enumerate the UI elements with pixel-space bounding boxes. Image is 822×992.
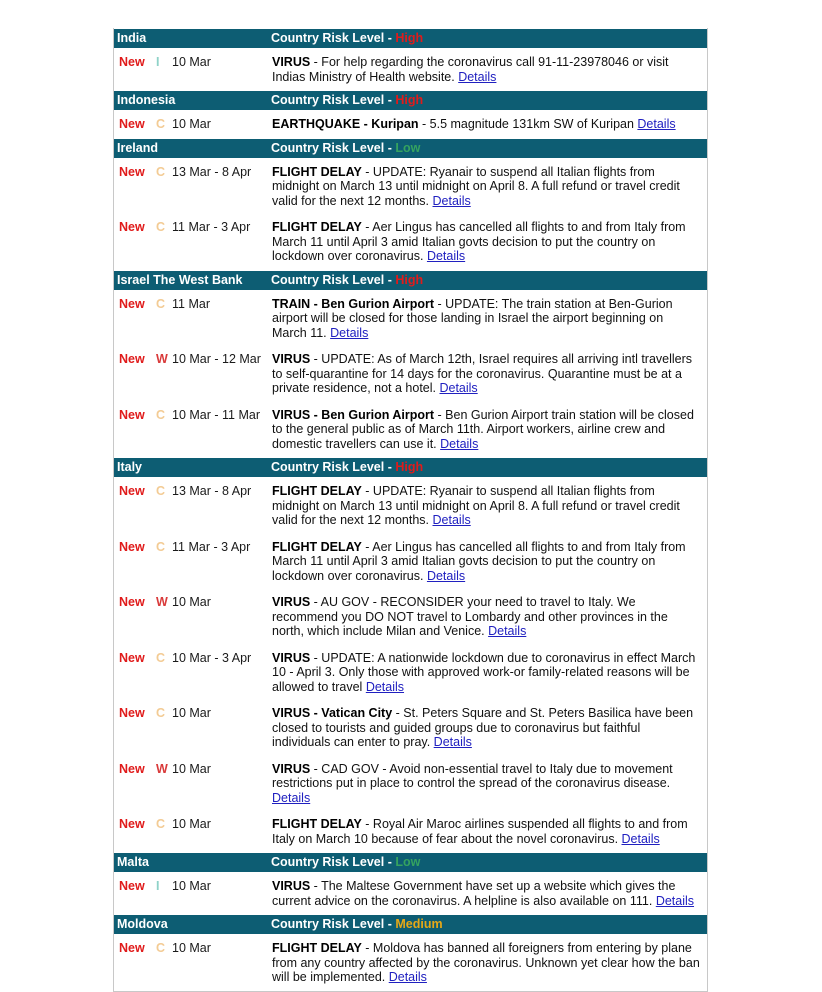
alert-category-icon: C: [156, 941, 166, 955]
alert-category-icon: I: [156, 55, 160, 69]
risk-level-value: High: [395, 460, 424, 474]
new-badge: New: [119, 941, 145, 955]
alert-date-range: 10 Mar - 11 Mar: [172, 407, 260, 422]
country-name: Indonesia: [117, 93, 176, 107]
country-name: Ireland: [117, 140, 158, 155]
alert-title: VIRUS: [272, 352, 311, 366]
country-risk-alerts-table: [113, 28, 708, 992]
alert-category-icon: C: [156, 220, 166, 234]
alert-row: [114, 291, 707, 347]
details-link[interactable]: Details: [388, 970, 427, 984]
details-link[interactable]: Details: [426, 568, 466, 583]
details-link[interactable]: Details: [433, 735, 472, 749]
alert-date-range: 10 Mar: [172, 706, 211, 720]
alert-title: VIRUS: [272, 595, 311, 609]
alert-row: [114, 935, 707, 991]
alert-description: - 5.5 magnitude 131km SW of Kuripan: [418, 117, 638, 131]
details-link[interactable]: Details: [432, 193, 471, 208]
details-link[interactable]: Details: [432, 513, 471, 527]
risk-level-value: High: [395, 31, 424, 45]
risk-level-value: Medium: [395, 917, 443, 931]
new-badge: New: [119, 407, 145, 422]
alert-category-icon: C: [156, 484, 166, 498]
new-badge: New: [119, 352, 145, 366]
alert-description: - Royal Air Maroc airlines suspended all flights to and from Italy on March 10 because of fear about the novel coronavirus.: [272, 817, 688, 846]
alert-category-icon: C: [156, 650, 166, 665]
risk-level-label: Country Risk Level -: [271, 460, 392, 474]
country-name: Italy: [117, 460, 143, 474]
alert-title: FLIGHT DELAY: [272, 484, 362, 498]
alert-row: [114, 478, 707, 534]
country-name: Malta: [117, 855, 149, 869]
alert-date-range: 10 Mar: [172, 55, 211, 69]
alert-date-range: 10 Mar: [172, 879, 211, 893]
alert-text: [272, 165, 707, 209]
alert-title: VIRUS: [272, 650, 311, 665]
alert-date-range: 13 Mar - 8 Apr: [172, 164, 252, 179]
alert-text: [272, 706, 707, 750]
country-risk-level: [271, 271, 707, 290]
alert-category-icon: W: [156, 761, 168, 776]
alert-description: - UPDATE: A nationwide lockdown due to coronavirus in effect March 10 - April 3. Only those with approved work-or family-related reasons will be allowed to travel: [272, 650, 696, 694]
alert-category-icon: C: [156, 539, 166, 554]
country-name: Israel The West Bank: [117, 272, 243, 287]
alert-title: VIRUS - Ben Gurion Airport: [272, 407, 435, 422]
alert-text: [272, 408, 707, 452]
details-link[interactable]: Details: [426, 249, 466, 263]
details-link[interactable]: Details: [637, 117, 676, 131]
alert-row: [114, 645, 707, 701]
country-name: Moldova: [117, 917, 168, 931]
alert-title: FLIGHT DELAY: [272, 941, 362, 955]
alert-category-icon: C: [156, 296, 166, 311]
country-header-row: [114, 28, 707, 49]
alert-date-range: 10 Mar: [172, 595, 211, 609]
alert-description: - Ben Gurion Airport train station will be closed to the general public as of March 11th. Airport workers, airline crew and domestic travellers can use it.: [272, 407, 694, 451]
alert-description: - AU GOV - RECONSIDER your need to travel to Italy. We recommend you DO NOT travel to Lombardy and other provinces in the north, which include Milan and Venice.: [272, 595, 668, 638]
alert-text: [272, 352, 707, 396]
alert-title: EARTHQUAKE - Kuripan: [272, 117, 419, 131]
country-header-row: [114, 138, 707, 159]
new-badge: New: [119, 220, 145, 234]
alert-title: FLIGHT DELAY: [272, 817, 362, 831]
country-header-row: [114, 852, 707, 873]
alert-row: [114, 589, 707, 645]
alert-category-icon: C: [156, 117, 166, 131]
details-link[interactable]: Details: [365, 679, 405, 694]
new-badge: New: [119, 117, 145, 131]
alert-text: [272, 651, 707, 695]
alert-description: - UPDATE: The train station at Ben-Gurion airport will be closed for those landing in Israel the airport beginning on March 11.: [272, 296, 673, 340]
alert-text: [272, 484, 707, 528]
details-link[interactable]: Details: [655, 893, 695, 908]
alert-text: [272, 220, 707, 264]
details-link[interactable]: Details: [439, 381, 478, 395]
alert-description: - Aer Lingus has cancelled all flights to and from Italy from March 11 until April 3 amid Italian govts decision to put the country on lockdown over coronavirus.: [272, 539, 686, 583]
country-risk-level: [271, 915, 707, 934]
alert-row: [114, 756, 707, 812]
alert-date-range: 10 Mar: [172, 941, 211, 955]
new-badge: New: [119, 761, 145, 776]
new-badge: New: [119, 539, 145, 554]
details-link[interactable]: Details: [488, 624, 527, 638]
alert-date-range: 11 Mar: [172, 296, 210, 311]
risk-level-label: Country Risk Level -: [271, 140, 392, 155]
country-risk-level: [271, 91, 707, 110]
risk-level-label: Country Risk Level -: [271, 855, 392, 869]
risk-level-value: High: [395, 272, 424, 287]
alert-title: FLIGHT DELAY: [272, 220, 362, 234]
alert-title: VIRUS: [272, 55, 311, 69]
new-badge: New: [119, 879, 145, 893]
alert-text: [272, 941, 707, 985]
new-badge: New: [119, 296, 145, 311]
country-risk-level: [271, 458, 707, 477]
risk-level-label: Country Risk Level -: [271, 917, 392, 931]
alert-category-icon: C: [156, 706, 166, 720]
alert-description: - UPDATE: As of March 12th, Israel requires all arriving intl travellers to self-quarantine for 14 days for the coronavirus. Quarantine must be at a private residence, not a hotel.: [272, 352, 693, 395]
alert-date-range: 11 Mar - 3 Apr: [172, 220, 251, 234]
country-risk-level: [271, 853, 707, 872]
alert-row: [114, 700, 707, 756]
alert-title: VIRUS: [272, 761, 311, 776]
new-badge: New: [119, 817, 145, 831]
new-badge: New: [119, 55, 145, 69]
alert-text: [272, 297, 707, 341]
alert-date-range: 10 Mar - 12 Mar: [172, 352, 261, 366]
alert-row: [114, 159, 707, 215]
country-risk-level: [271, 29, 707, 48]
alert-text: [272, 540, 707, 584]
alert-category-icon: C: [156, 817, 166, 831]
alert-date-range: 10 Mar - 3 Apr: [172, 650, 252, 665]
country-risk-level: [271, 139, 707, 158]
country-name: India: [117, 31, 147, 45]
details-link[interactable]: Details: [272, 790, 311, 805]
country-header-row: [114, 457, 707, 478]
alert-description: - UPDATE: Ryanair to suspend all Italian flights from midnight on March 13 until midnight on April 8. A full refund or travel credit valid for the next 12 months.: [272, 484, 680, 527]
alert-text: [272, 55, 707, 84]
risk-level-label: Country Risk Level -: [271, 272, 392, 287]
alert-category-icon: C: [156, 164, 166, 179]
alert-description: - St. Peters Square and St. Peters Basilica have been closed to tourists and guided groups due to coronavirus but faithful individuals can enter to pray.: [272, 706, 694, 749]
alert-row: [114, 534, 707, 590]
risk-level-value: Low: [395, 855, 421, 869]
risk-level-value: High: [395, 93, 424, 107]
alert-date-range: 13 Mar - 8 Apr: [172, 484, 252, 498]
details-link[interactable]: Details: [621, 831, 660, 846]
alert-title: VIRUS - Vatican City: [272, 706, 393, 720]
country-header-row: [114, 270, 707, 291]
new-badge: New: [119, 164, 145, 179]
risk-level-label: Country Risk Level -: [271, 31, 392, 45]
alert-category-icon: W: [156, 595, 168, 609]
country-header-row: [114, 90, 707, 111]
alert-date-range: 10 Mar: [172, 117, 211, 131]
alert-title: FLIGHT DELAY: [272, 539, 362, 554]
alert-date-range: 11 Mar - 3 Apr: [172, 539, 251, 554]
alert-text: [272, 762, 707, 806]
alert-title: TRAIN - Ben Gurion Airport: [272, 296, 435, 311]
new-badge: New: [119, 595, 145, 609]
alert-category-icon: I: [156, 879, 160, 893]
new-badge: New: [119, 650, 145, 665]
details-link[interactable]: Details: [330, 325, 369, 340]
alert-description: - The Maltese Government have set up a website which gives the current advice on the coronavirus. A helpline is also available on 111.: [272, 879, 676, 908]
alert-description: - CAD GOV - Avoid non-essential travel to Italy due to movement restrictions put in place to control the spread of the coronavirus disease.: [272, 761, 673, 790]
new-badge: New: [119, 484, 145, 498]
risk-level-value: Low: [395, 140, 421, 155]
alert-text: [272, 117, 707, 132]
country-header-row: [114, 914, 707, 935]
alert-text: [272, 879, 707, 908]
alert-text: [272, 595, 707, 639]
alert-date-range: 10 Mar: [172, 761, 211, 776]
risk-level-label: Country Risk Level -: [271, 93, 392, 107]
alert-row: [114, 811, 707, 852]
new-badge: New: [119, 706, 145, 720]
alert-date-range: 10 Mar: [172, 817, 211, 831]
alert-description: - For help regarding the coronavirus call 91-11-23978046 or visit Indias Ministry of Health website.: [272, 55, 669, 84]
alert-text: [272, 817, 707, 846]
alert-row: [114, 402, 707, 458]
alert-row: [114, 346, 707, 402]
alert-row: [114, 111, 707, 138]
alert-row: [114, 214, 707, 270]
alert-title: VIRUS: [272, 879, 311, 893]
alert-category-icon: W: [156, 352, 168, 366]
alert-row: [114, 49, 707, 90]
details-link[interactable]: Details: [440, 436, 479, 451]
alert-title: FLIGHT DELAY: [272, 164, 362, 179]
details-link[interactable]: Details: [458, 69, 497, 84]
alert-description: - Aer Lingus has cancelled all flights to and from Italy from March 11 until April 3 amid Italian govts decision to put the country on lockdown over coronavirus.: [272, 220, 686, 263]
alert-category-icon: C: [156, 407, 166, 422]
alert-description: - Moldova has banned all foreigners from entering by plane from any country affected by the coronavirus. Unknown yet clear how the ban will be implemented.: [272, 941, 700, 984]
alert-description: - UPDATE: Ryanair to suspend all Italian flights from midnight on March 13 until midnight on April 8. A full refund or travel credit valid for the next 12 months.: [272, 164, 680, 208]
